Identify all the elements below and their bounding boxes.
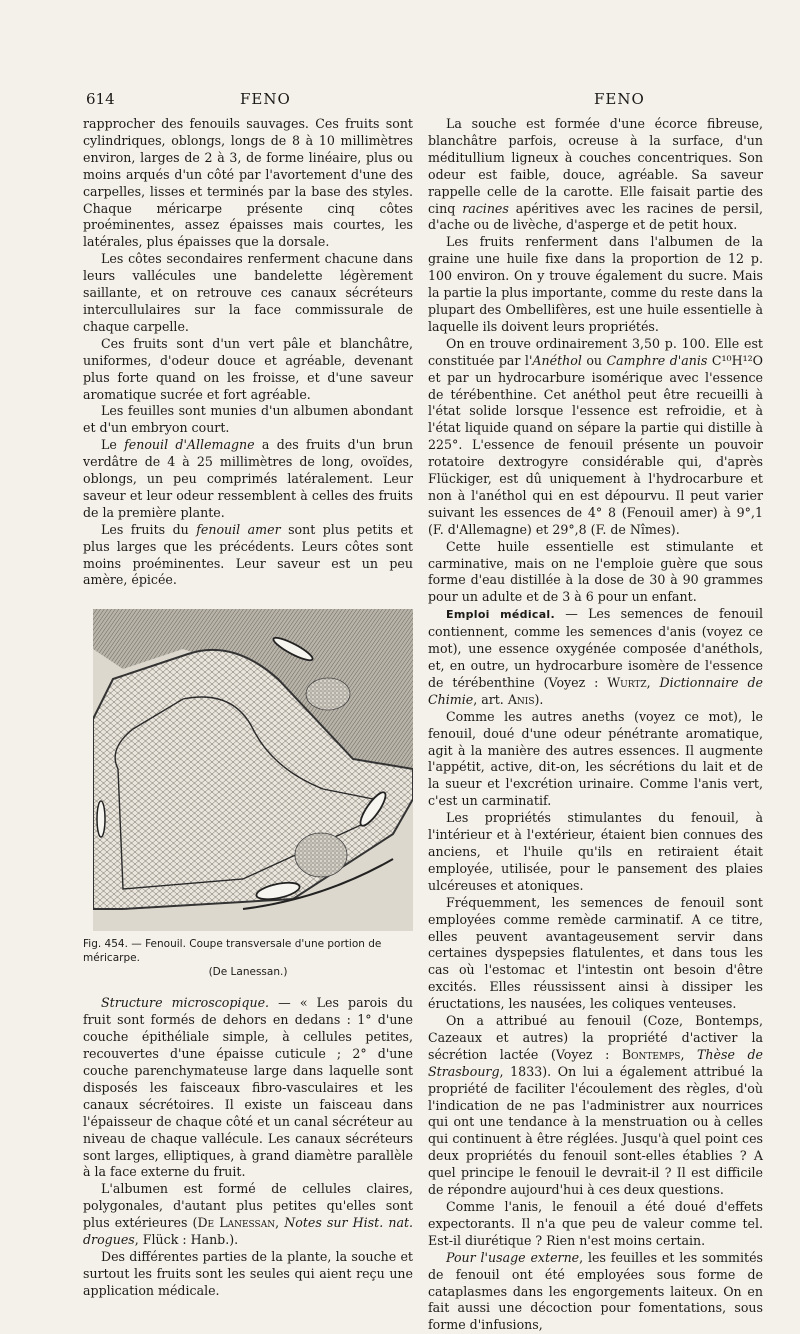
paragraph: L'albumen est formé de cellules claires, polygonales, d'autant plus petites qu'elles sont plus extérieures (De Lanessan, Notes sur Hist. nat. drogues, Flück : Hanb.). [83,1181,414,1248]
paragraph: On a attribué au fenouil (Coze, Bontemps, Cazeaux et autres) la propriété d'activer la sécrétion lactée (Voyez : Bontemps, Thèse de Strasbourg, 1833). On lui a également attribué la propriété de faciliter l'écoulement des règles, d'où l'indication de ne pas l'administrer aux nourrices qui ont une tendance à la menstruation ou à celles qui continuent à être réglées. Jusqu'à quel point ces deux propriétés du fenouil sont-elles établies ? A quel principe le fenouil le devrait-il ? Il est difficile de répondre aujourd'hui à ces deux questions. [428,1013,763,1198]
fennel-cross-section-illustration [93,609,413,931]
caption-text: Fig. 454. — Fenouil. Coupe transversale d'une portion de méricarpe. [83,938,382,965]
paragraph: Des différentes parties de la plante, la souche et surtout les fruits sont les seules qui aient reçu une application médicale. [83,1248,413,1298]
paragraph: Les feuilles sont munies d'un albumen abondant et d'un embryon court. [83,403,413,436]
paragraph: La souche est formée d'une écorce fibreuse, blanchâtre parfois, ocreuse à la surface, d'un méditullium ligneux à couches concentriques. Son odeur est faible, douce, agréable. Sa saveur rappelle celle de la carotte. Elle faisait partie des cinq racines apéritives avec les racines de persil, d'ache ou de livèche, d'asperge et de petit houx. [428,116,763,233]
left-running-title: FENO [240,90,291,108]
paragraph: Comme les autres aneths (voyez ce mot), le fenouil, doué d'une odeur pénétrante aromatique, agit à la manière des autres essences. Il augmente l'appétit, active, dit-on, les sécrétions du lait et de la sueur et l'excrétion urinaire. Comme l'anis vert, c'est un carminatif. [428,708,763,809]
right-running-title: FENO [594,90,645,108]
section-lead: Emploi médical. [446,608,555,622]
paragraph: Les propriétés stimulantes du fenouil, à l'intérieur et à l'extérieur, étaient bien connues des anciens, et l'huile qu'ils en retiraient était employée, utilisée, pour le pansement des plaies ulcéreuses et atoniques. [428,810,763,893]
paragraph: rapprocher des fenouils sauvages. Ces fruits sont cylindriques, oblongs, longs de 8 à 10 millimètres environ, larges de 2 à 3, de forme linéaire, plus ou moins arqués d'un côté par l'avortement d'une des carpelles, lisses et terminés par la base des styles. Chaque méricarpe présente cinq côtes proéminentes, assez épaisses mais courtes, les latérales, plus épaisses que la dorsale. [83,116,413,250]
paragraph: Pour l'usage externe, les feuilles et les sommités de fenouil ont été employées sous forme de cataplasmes dans les engorgements laiteux. On en fait aussi une décoction pour fomentations, sous forme d'infusions, [428,1249,763,1333]
paragraph: Ces fruits sont d'un vert pâle et blanchâtre, uniformes, d'odeur douce et agréable, devenant plus forte quand on les froisse, et d'une saveur aromatique sucrée et fort agréable. [83,335,413,402]
running-header [0,90,800,114]
paragraph: Comme l'anis, le fenouil a été doué d'effets expectorants. Il n'a que peu de valeur comme tel. Est-il diurétique ? Rien n'est moins certain. [428,1199,763,1248]
paragraph: Le fenouil d'Allemagne a des fruits d'un brun verdâtre de 4 à 25 millimètres de long, ovoïdes, oblongs, un peu comprimés latéralement. Leur saveur et leur odeur ressemblent à celles des fruits de la première plante. [83,437,413,520]
paragraph: Les fruits renferment dans l'albumen de la graine une huile fixe dans la proportion de 12 p. 100 environ. On y trouve également du sucre. Mais la partie la plus importante, comme du reste dans la plupart des Ombellifères, est une huile essentielle à laquelle ils doivent leurs propriétés. [428,234,764,334]
paragraph: Cette huile essentielle est stimulante et carminative, mais on ne l'emploie guère que sous forme d'eau distillée à la dose de 30 à 90 grammes pour un adulte et de 3 à 6 pour un enfant. [428,538,763,605]
fennel-cross-section-figure [93,609,413,931]
left-column [83,116,413,1300]
paragraph: Structure microscopique. — « Les parois du fruit sont formés de dehors en dedans : 1° d'une couche épithéliale simple, à cellules petites, recouvertes d'une épaisse cuticule ; 2° d'une couche parenchymateuse large dans laquelle sont disposés les faisceaux fibro-vasculaires et les canaux sécrétoires. Il existe un faisceau dans l'épaisseur de chaque côté et un canal sécréteur au niveau de chaque vallécule. Les canaux sécréteurs sont larges, elliptiques, à grand diamètre parallèle à la face externe du fruit. [83,995,413,1180]
paragraph: Emploi médical. — Les semences de fenouil contiennent, comme les semences d'anis (voyez ce mot), une essence oxygénée composée d'anéthols, et, en outre, un hydrocarbure isomère de l'essence de térébenthine (Voyez : Wurtz, Dictionnaire de Chimie, art. Anis). [428,606,763,707]
page-number: 614 [86,90,115,108]
figure-caption [83,937,413,979]
caption-credit: (De Lanessan.) [208,966,288,979]
right-column [428,116,763,1334]
paragraph: Les côtes secondaires renferment chacune dans leurs vallécules une bandelette légèrement saillante, et on retrouve ces canaux sécréteurs intercullulaires sur la face commissurale de chaque carpelle. [83,251,413,334]
paragraph: Fréquemment, les semences de fenouil sont employées comme remède carminatif. A ce titre, elles peuvent avantageusement servir dans certaines dyspepsies flatulentes, et dans tous les cas où l'estomac et l'intestin ont besoin d'être excités. Elles réussissent ainsi à dissiper les éructations, les nausées, les coliques venteuses. [428,894,763,1012]
paragraph: Les fruits du fenouil amer sont plus petits et plus larges que les précédents. Leurs côtes sont moins proéminentes. Leur saveur est un peu amère, épicée. [83,521,413,588]
paragraph: On en trouve ordinairement 3,50 p. 100. Elle est constituée par l'Anéthol ou Camphre d'anis C¹⁰H¹²O et par un hydrocarbure isomérique avec l'essence de térébenthine. Cet anéthol peut être recueilli à l'état solide lorsque l'essence est refroidie, et à l'état liquide quand on sépare la partie qui distille à 225°. L'essence de fenouil présente un pouvoir rotatoire dextrogyre considérable qui, d'après Flückiger, est dû uniquement à l'hydrocarbure et non à l'anéthol qui en est dépourvu. Il peut varier suivant les essences de 4° 8 (Fenouil amer) à 9°,1 (F. d'Allemagne) et 29°,8 (F. de Nîmes). [428,335,763,537]
